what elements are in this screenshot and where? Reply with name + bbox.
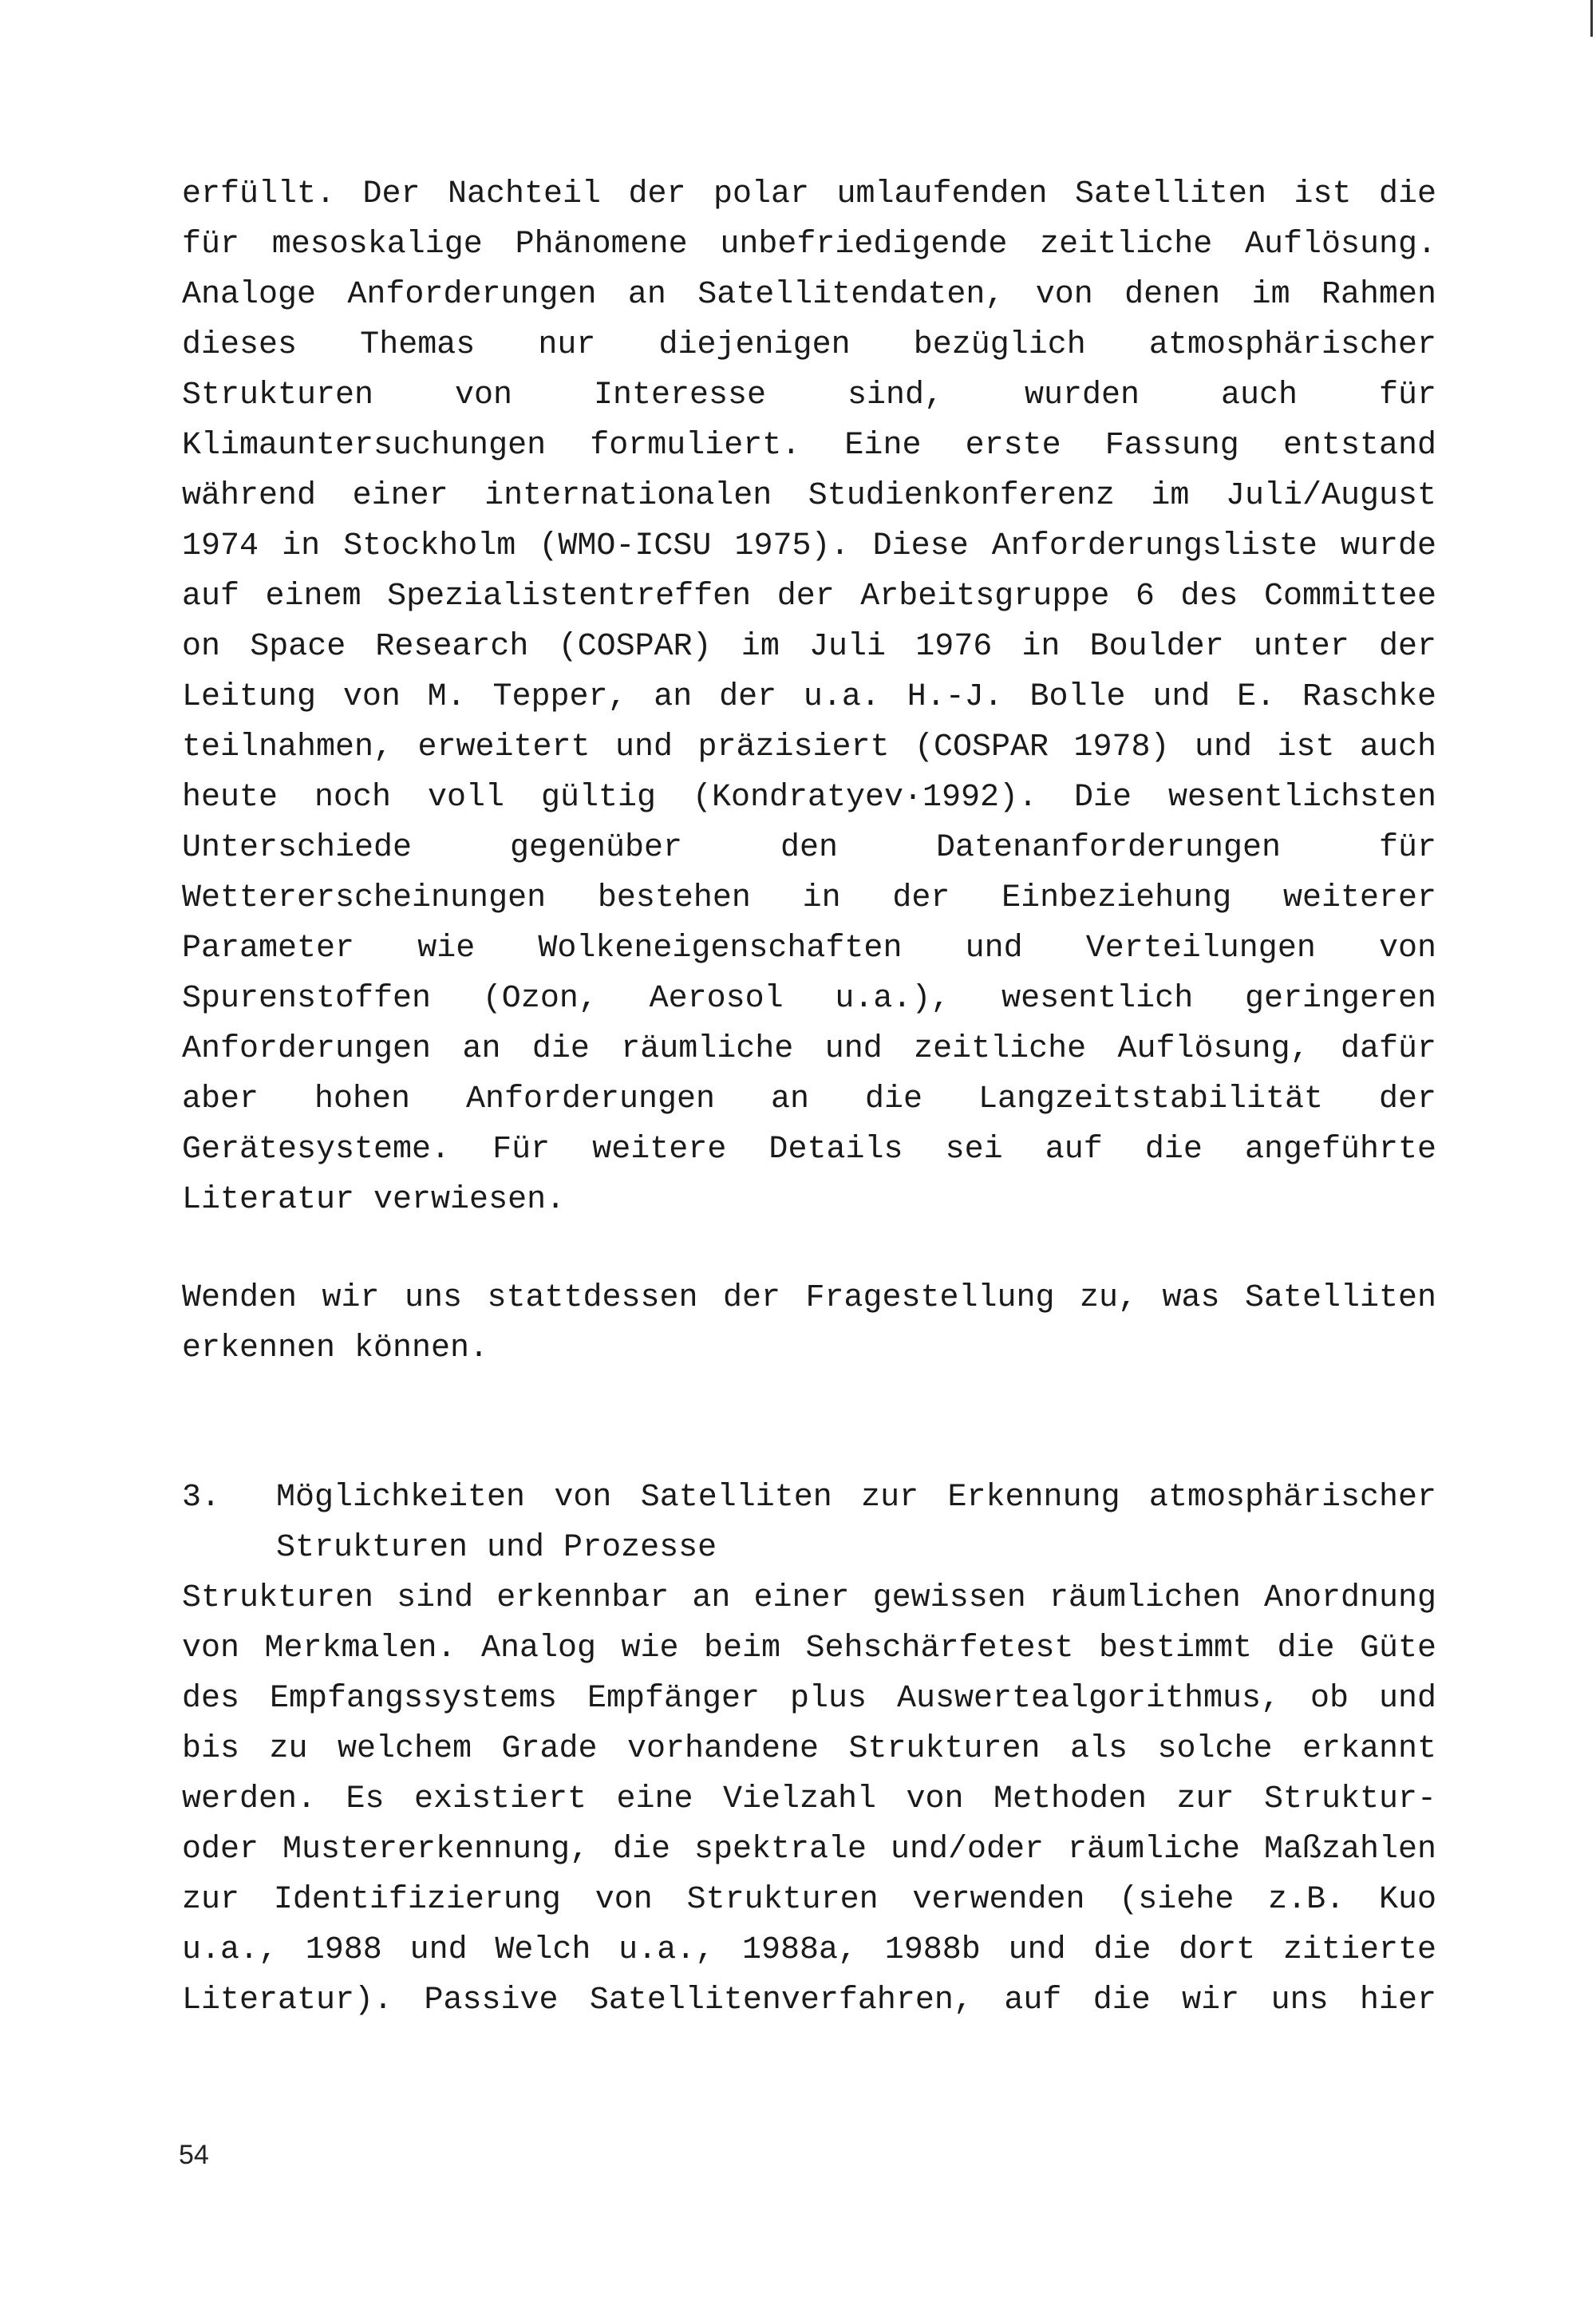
text-line: Literatur). Passive Satellitenverfahren, auf die wir uns hier [182, 1983, 1436, 2018]
section-title-line: Strukturen und Prozesse [276, 1530, 717, 1566]
text-line: Analoge Anforderungen an Satellitendaten, von denen im Rahmen [182, 277, 1436, 313]
text-line: Wenden wir uns stattdessen der Fragestellung zu, was Satelliten [182, 1280, 1436, 1316]
text-line: on Space Research (COSPAR) im Juli 1976 in Boulder unter der [182, 629, 1436, 665]
text-line: Wettererscheinungen bestehen in der Einbeziehung weiterer [182, 880, 1436, 916]
text-line: Strukturen von Interesse sind, wurden auch für [182, 378, 1436, 413]
scan-edge-mark [1590, 0, 1593, 37]
paragraph-transition [182, 1273, 1436, 1374]
text-line: Leitung von M. Tepper, an der u.a. H.-J. Bolle und E. Raschke [182, 679, 1436, 715]
section-number: 3. [182, 1480, 221, 1516]
text-line: aber hohen Anforderungen an die Langzeitstabilität der [182, 1081, 1436, 1117]
text-line: erkennen können. [182, 1330, 489, 1366]
section-title [276, 1473, 1436, 1573]
text-line: erfüllt. Der Nachteil der polar umlaufenden Satelliten ist die [182, 176, 1436, 212]
paragraph-satellite-requirements [182, 169, 1436, 1225]
text-line: von Merkmalen. Analog wie beim Sehschärfetest bestimmt die Güte [182, 1631, 1436, 1666]
text-line: Unterschiede gegenüber den Datenanforderungen für [182, 830, 1436, 866]
text-line: teilnahmen, erweitert und präzisiert (COSPAR 1978) und ist auch [182, 729, 1436, 765]
page-number: 54 [179, 2140, 209, 2170]
text-line: für mesoskalige Phänomene unbefriedigende zeitliche Auflösung. [182, 227, 1436, 263]
text-line: bis zu welchem Grade vorhandene Strukturen als solche erkannt [182, 1731, 1436, 1767]
text-line: u.a., 1988 und Welch u.a., 1988a, 1988b und die dort zitierte [182, 1932, 1436, 1968]
text-line: oder Mustererkennung, die spektrale und/oder räumliche Maßzahlen [182, 1832, 1436, 1868]
text-line: Gerätesysteme. Für weitere Details sei auf die angeführte [182, 1132, 1436, 1168]
text-line: dieses Themas nur diejenigen bezüglich atmosphärischer [182, 327, 1436, 363]
text-line: Spurenstoffen (Ozon, Aerosol u.a.), wesentlich geringeren [182, 981, 1436, 1017]
section-title-line: Möglichkeiten von Satelliten zur Erkennung atmosphärischer [276, 1480, 1436, 1516]
text-line: Literatur verwiesen. [182, 1182, 566, 1218]
text-line: Parameter wie Wolkeneigenschaften und Verteilungen von [182, 931, 1436, 967]
text-line: zur Identifizierung von Strukturen verwenden (siehe z.B. Kuo [182, 1882, 1436, 1918]
text-line: werden. Es existiert eine Vielzahl von Methoden zur Struktur- [182, 1781, 1436, 1817]
text-line: des Empfangssystems Empfänger plus Auswertealgorithmus, ob und [182, 1681, 1436, 1717]
text-line: während einer internationalen Studienkonferenz im Juli/August [182, 478, 1436, 514]
text-line: 1974 in Stockholm (WMO-ICSU 1975). Diese Anforderungsliste wurde [182, 528, 1436, 564]
text-line: Klimauntersuchungen formuliert. Eine erste Fassung entstand [182, 428, 1436, 464]
text-line: Anforderungen an die räumliche und zeitliche Auflösung, dafür [182, 1031, 1436, 1067]
paragraph-structure-detection [182, 1573, 1436, 2026]
text-line: Strukturen sind erkennbar an einer gewissen räumlichen Anordnung [182, 1580, 1436, 1616]
text-line: auf einem Spezialistentreffen der Arbeitsgruppe 6 des Committee [182, 579, 1436, 615]
text-line: heute noch voll gültig (Kondratyev·1992). Die wesentlichsten [182, 780, 1436, 816]
